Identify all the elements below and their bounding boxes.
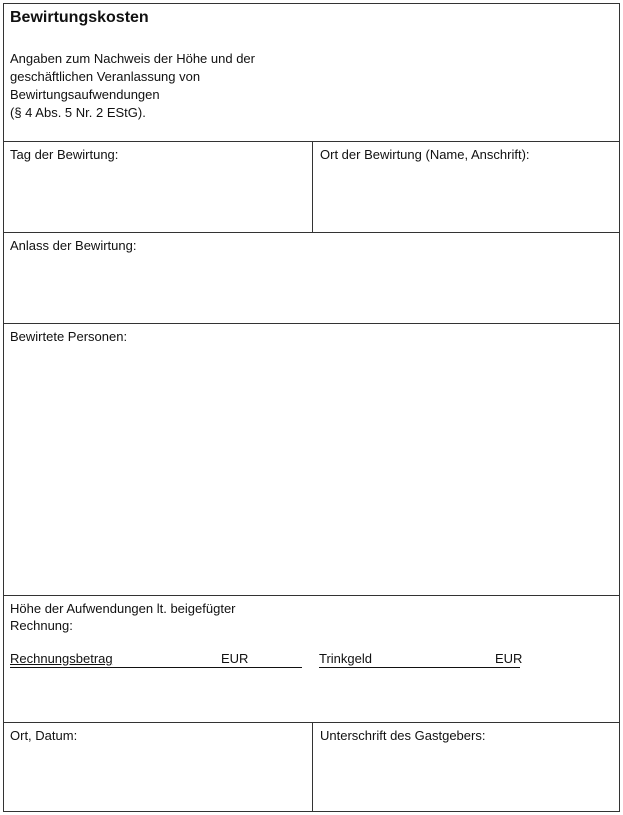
form-title: Bewirtungskosten — [10, 9, 149, 26]
header-section — [4, 4, 619, 141]
personen-row — [4, 323, 619, 595]
tag-ort-row — [4, 141, 619, 232]
tag-field[interactable] — [4, 142, 312, 232]
intro-line-2: geschäftlichen Veranlassung von — [10, 69, 201, 84]
hoehe-row — [4, 595, 619, 722]
ort-datum-label: Ort, Datum: — [10, 728, 78, 743]
ort-field[interactable] — [312, 142, 619, 232]
hoehe-label-line-1: Höhe der Aufwendungen lt. beigefügter — [10, 601, 236, 616]
rechnungsbetrag-field[interactable] — [10, 651, 302, 668]
trinkgeld-field[interactable] — [319, 651, 523, 668]
anlass-field[interactable] — [4, 233, 619, 323]
trinkgeld-currency: EUR — [495, 651, 523, 666]
bewirtung-form — [3, 3, 620, 812]
intro-line-4: (§ 4 Abs. 5 Nr. 2 EStG). — [10, 105, 146, 120]
intro-line-3: Bewirtungsaufwendungen — [10, 87, 160, 102]
intro-line-1: Angaben zum Nachweis der Höhe und der — [10, 51, 255, 66]
unterschrift-label: Unterschrift des Gastgebers: — [320, 728, 486, 743]
ort-label: Ort der Bewirtung (Name, Anschrift): — [320, 147, 530, 162]
signature-row — [4, 722, 619, 811]
ort-datum-field[interactable] — [4, 723, 312, 811]
tag-label: Tag der Bewirtung: — [10, 147, 119, 162]
anlass-row — [4, 232, 619, 323]
anlass-label: Anlass der Bewirtung: — [10, 238, 137, 253]
rechnungsbetrag-label: Rechnungsbetrag — [10, 651, 113, 666]
unterschrift-field[interactable] — [312, 723, 619, 811]
personen-field[interactable] — [4, 324, 619, 595]
trinkgeld-label: Trinkgeld — [319, 651, 372, 666]
rechnungsbetrag-currency: EUR — [221, 651, 249, 666]
personen-label: Bewirtete Personen: — [10, 329, 128, 344]
intro-text — [10, 50, 290, 122]
hoehe-label-line-2: Rechnung: — [10, 618, 73, 633]
